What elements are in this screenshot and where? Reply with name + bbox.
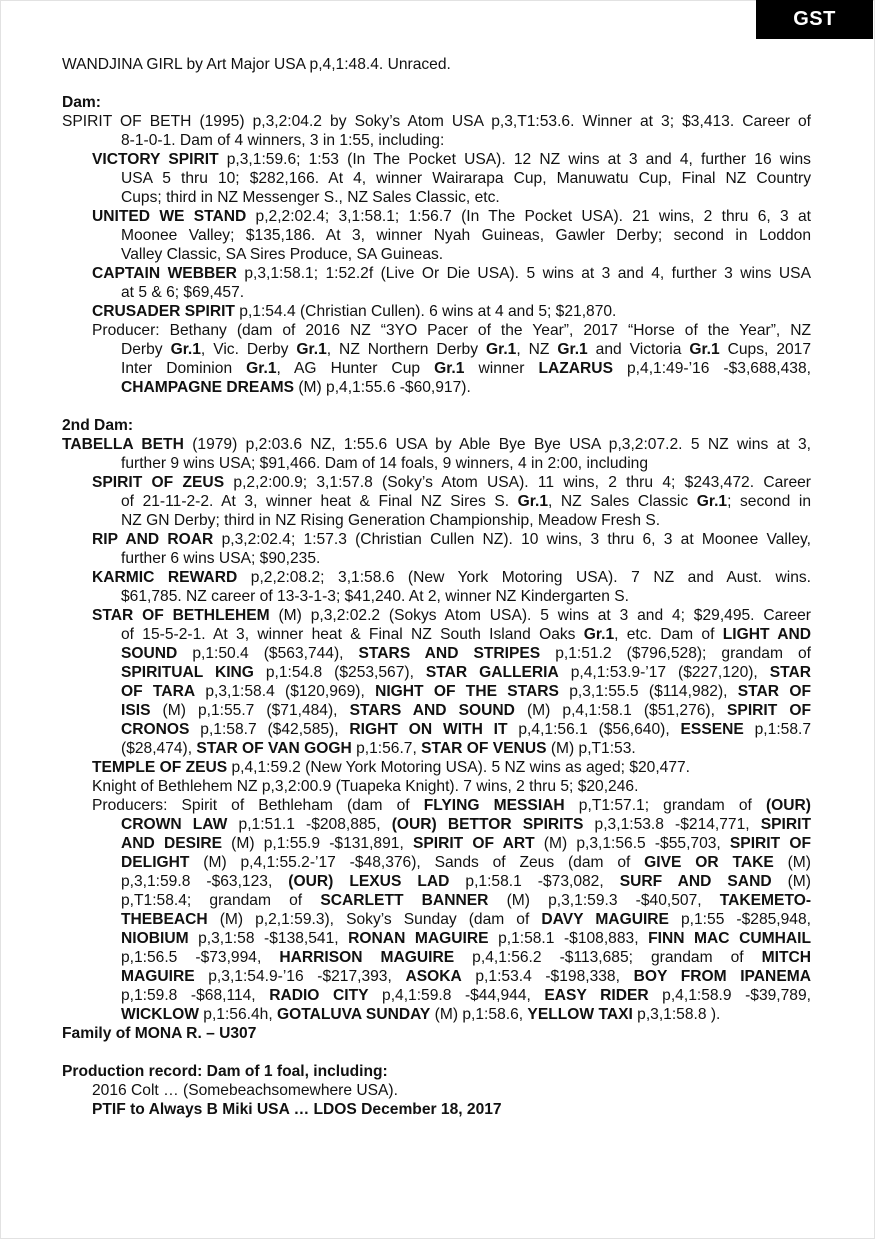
horse-name: HARRISON MAGUIRE [279, 949, 455, 966]
entry-line [121, 625, 811, 644]
horse-name: (OUR) [765, 797, 811, 814]
entry-line [92, 264, 811, 283]
entry-text: further 6 wins USA; $90,235. [121, 550, 321, 567]
entry-text: and Victoria [587, 341, 690, 358]
entry-text: p,3,1:58.8 ). [632, 1006, 721, 1023]
pedigree-sections [62, 93, 811, 1024]
entry-text: p,1:53.4 -$198,338, [461, 968, 634, 985]
entry-text: , NZ Sales Classic [548, 493, 697, 510]
horse-name: MAGUIRE [121, 968, 195, 985]
entry-text: p,2,2:08.2; 3,1:58.6 (New York Motoring USA). 7 NZ and Aust. wins. [237, 569, 811, 586]
horse-name: FINN MAC CUMHAIL [648, 930, 811, 947]
horse-name: STARS AND SOUND [349, 702, 515, 719]
entry-text: (M) p,3,1:59.3 -$40,507, [488, 892, 720, 909]
entry-line [121, 131, 811, 150]
entry-text: p,4,1:58.9 -$39,789, [648, 987, 811, 1004]
entry-line [92, 568, 811, 587]
horse-name: CROWN LAW [121, 816, 228, 833]
entry-text: p,4,1:53.9-’17 ($227,120), [558, 664, 770, 681]
horse-name: Gr.1 [434, 360, 465, 377]
horse-name: STAR OF [737, 683, 811, 700]
pedigree-entry [62, 473, 811, 530]
entry-text: p,1:59.8 -$68,114, [121, 987, 270, 1004]
entry-line [121, 910, 811, 929]
entry-text: p,1:56.4h, [198, 1006, 277, 1023]
entry-text: Cups; third in NZ Messenger S., NZ Sales Classic, etc. [121, 189, 500, 206]
entry-line [121, 967, 811, 986]
horse-name: Gr.1 [296, 341, 327, 358]
entry-text: (M) p,4,1:58.1 ($51,276), [514, 702, 728, 719]
entry-text: p,T1:57.1; grandam of [564, 797, 766, 814]
entry-text: SPIRIT OF BETH (1995) p,3,2:04.2 by Soky’s Atom USA p,3,T1:53.6. Winner at 3; $3,413. Career of [62, 113, 811, 130]
entry-text: , Vic. Derby [200, 341, 297, 358]
entry-text: Producers: Spirit of Bethleham (dam of [92, 797, 424, 814]
horse-name: SCARLETT BANNER [320, 892, 489, 909]
horse-name: DAVY MAGUIRE [541, 911, 669, 928]
horse-name: STAR OF VENUS [421, 740, 547, 757]
entry-text: (M) p,3,2:02.2 (Sokys Atom USA). 5 wins at 3 and 4; $29,495. Career [269, 607, 811, 624]
horse-name: (OUR) BETTOR SPIRITS [391, 816, 584, 833]
entry-line [92, 302, 811, 321]
section-heading: 2nd Dam: [62, 417, 134, 434]
entry-text: Moonee Valley; $135,186. At 3, winner Nyah Guineas, Gawler Derby; second in Loddon [121, 227, 811, 244]
entry-line [121, 682, 811, 701]
horse-name: (OUR) LEXUS LAD [288, 873, 450, 890]
pedigree-entry [62, 321, 811, 397]
entry-text: p,T1:58.4; grandam of [121, 892, 321, 909]
horse-name: ISIS [121, 702, 151, 719]
entry-line [92, 473, 811, 492]
horse-name: STARS AND STRIPES [358, 645, 541, 662]
entry-text: at 5 & 6; $69,457. [121, 284, 245, 301]
entry-line [62, 112, 811, 131]
pedigree-entry [62, 150, 811, 207]
horse-name: WICKLOW [121, 1006, 199, 1023]
entry-text: $61,785. NZ career of 13-3-1-3; $41,240. At 2, winner NZ Kindergarten S. [121, 588, 629, 605]
entry-line [92, 207, 811, 226]
horse-name: STAR GALLERIA [425, 664, 559, 681]
entry-text: p,3,1:55.5 ($114,982), [558, 683, 738, 700]
horse-name: FLYING MESSIAH [423, 797, 565, 814]
entry-text: p,2,2:02.4; 3,1:58.1; 1:56.7 (In The Pocket USA). 21 wins, 2 thru 6, 3 at [246, 208, 811, 225]
entry-text: p,1:55 -$285,948, [668, 911, 811, 928]
entry-line [121, 948, 811, 967]
horse-name: TEMPLE OF ZEUS [92, 759, 228, 776]
production-entries [62, 1081, 811, 1119]
entry-text: p,1:54.4 (Christian Cullen). 6 wins at 4 and 5; $21,870. [234, 303, 617, 320]
entry-text: Producer: Bethany (dam of 2016 NZ “3YO Pacer of the Year”, 2017 “Horse of the Year”, NZ [92, 322, 811, 339]
entry-line [62, 435, 811, 454]
horse-title-line: WANDJINA GIRL by Art Major USA p,4,1:48.4. Unraced. [62, 56, 451, 73]
entry-text: , NZ Northern Derby [326, 341, 486, 358]
entry-text: (M) p,2,1:59.3), Soky’s Sunday (dam of [207, 911, 542, 928]
gst-badge: GST [756, 0, 873, 39]
horse-name: Gr.1 [583, 626, 615, 643]
entry-text: p,1:54.8 ($253,567), [253, 664, 426, 681]
entry-line [92, 758, 811, 777]
horse-name: Gr.1 [246, 360, 277, 377]
entry-line [92, 530, 811, 549]
horse-name: SPIRIT OF ART [412, 835, 535, 852]
entry-line [92, 321, 811, 340]
entry-line [92, 796, 811, 815]
spacer [62, 74, 811, 93]
entry-text: further 9 wins USA; $91,466. Dam of 14 foals, 9 winners, 4 in 2:00, including [121, 455, 649, 472]
pedigree-entry [62, 777, 811, 796]
entry-line [121, 1005, 811, 1024]
pedigree-document [62, 55, 811, 1119]
entry-text: p,3,1:58 -$138,541, [188, 930, 349, 947]
horse-name: RONAN MAGUIRE [348, 930, 489, 947]
horse-name: SPIRIT OF [727, 702, 811, 719]
entry-text: (M) p,4,1:55.6 -$60,917). [293, 379, 471, 396]
pedigree-entry [62, 568, 811, 606]
spacer [62, 397, 811, 416]
entry-text: (M) p,1:58.6, [430, 1006, 528, 1023]
horse-name: NIOBIUM [121, 930, 189, 947]
production-entry: PTIF to Always B Miki USA … LDOS December 18, 2017 [92, 1101, 502, 1118]
horse-name: SPIRITUAL KING [121, 664, 254, 681]
entry-line [121, 169, 811, 188]
entry-line [121, 986, 811, 1005]
horse-name: RADIO CITY [269, 987, 369, 1004]
entry-text: p,4,1:56.1 ($56,640), [507, 721, 681, 738]
entry-line [121, 815, 811, 834]
entry-line [121, 701, 811, 720]
entry-text: p,3,1:59.6; 1:53 (In The Pocket USA). 12 NZ wins at 3 and 4, further 16 wins [218, 151, 811, 168]
entry-text: of 21-11-2-2. At 3, winner heat & Final NZ Sires S. [121, 493, 518, 510]
horse-name: SPIRIT [760, 816, 811, 833]
entry-line [121, 853, 811, 872]
horse-name: EASY RIDER [544, 987, 649, 1004]
entry-line [92, 606, 811, 625]
entry-line [121, 359, 811, 378]
entry-text: p,1:58.7 ($42,585), [189, 721, 350, 738]
pedigree-entry [62, 606, 811, 758]
entry-text: p,3,1:58.4 ($120,969), [195, 683, 376, 700]
horse-name: LAZARUS [538, 360, 613, 377]
horse-name: RIGHT ON WITH IT [349, 721, 508, 738]
horse-name: STAR [769, 664, 811, 681]
horse-name: Gr.1 [689, 341, 720, 358]
entry-text: (M) p,1:55.9 -$131,891, [222, 835, 413, 852]
entry-line [121, 549, 811, 568]
horse-name: DELIGHT [121, 854, 190, 871]
horse-name: SOUND [121, 645, 178, 662]
entry-text: p,4,1:56.2 -$113,685; grandam of [454, 949, 762, 966]
production-entry: 2016 Colt … (Somebeachsomewhere USA). [92, 1082, 398, 1099]
entry-text: NZ GN Derby; third in NZ Rising Generation Championship, Meadow Fresh S. [121, 512, 661, 529]
horse-name: ESSENE [680, 721, 744, 738]
entry-text: p,3,2:02.4; 1:57.3 (Christian Cullen NZ). 10 wins, 3 thru 6, 3 at Moonee Valley, [213, 531, 811, 548]
entry-line [121, 891, 811, 910]
horse-name: UNITED WE STAND [92, 208, 247, 225]
horse-name: OF TARA [121, 683, 196, 700]
horse-name: CRONOS [121, 721, 190, 738]
pedigree-entry [62, 796, 811, 1024]
entry-text: USA 5 thru 10; $282,166. At 4, winner Wairarapa Cup, Manuwatu Cup, Final NZ Country [121, 170, 811, 187]
family-line: Family of MONA R. – U307 [62, 1025, 257, 1042]
pedigree-entry [62, 530, 811, 568]
pedigree-entry [62, 435, 811, 473]
entry-line [121, 492, 811, 511]
horse-name: Gr.1 [485, 341, 517, 358]
entry-line [121, 454, 811, 473]
pedigree-entry [62, 207, 811, 264]
horse-name: SPIRIT OF ZEUS [92, 474, 225, 491]
entry-text: p,4,1:59.8 -$44,944, [368, 987, 545, 1004]
entry-line [92, 150, 811, 169]
entry-text: (M) [771, 873, 811, 890]
entry-line [121, 188, 811, 207]
entry-text: p,4,1:49-’16 -$3,688,438, [612, 360, 811, 377]
section-heading: Dam: [62, 94, 101, 111]
entry-text: (M) p,1:55.7 ($71,484), [150, 702, 350, 719]
entry-text: p,1:56.7, [351, 740, 422, 757]
entry-text: , NZ [516, 341, 558, 358]
entry-text: 8-1-0-1. Dam of 4 winners, 3 in 1:55, including: [121, 132, 445, 149]
production-heading: Production record: Dam of 1 foal, including: [62, 1063, 388, 1080]
entry-line [121, 834, 811, 853]
entry-text: (M) p,3,1:56.5 -$55,703, [534, 835, 730, 852]
entry-line [121, 378, 811, 397]
entry-text: p,1:56.5 -$73,994, [121, 949, 280, 966]
entry-text: , etc. Dam of [614, 626, 723, 643]
horse-name: MITCH [761, 949, 811, 966]
horse-name: BOY FROM IPANEMA [633, 968, 811, 985]
horse-name: Gr.1 [170, 341, 201, 358]
entry-line [121, 644, 811, 663]
entry-line [121, 929, 811, 948]
entry-text: p,3,1:59.8 -$63,123, [121, 873, 289, 890]
pedigree-entry [62, 264, 811, 302]
horse-name: AND DESIRE [121, 835, 222, 852]
horse-name: TABELLA BETH [62, 436, 184, 453]
horse-name: ASOKA [405, 968, 462, 985]
entry-line [121, 226, 811, 245]
horse-name: Gr.1 [696, 493, 728, 510]
entry-line [121, 739, 811, 758]
entry-text: p,1:58.1 -$108,883, [488, 930, 649, 947]
entry-text: , AG Hunter Cup [276, 360, 435, 377]
entry-line [121, 511, 811, 530]
horse-name: TAKEMETO- [719, 892, 812, 909]
entry-line [121, 340, 811, 359]
horse-name: RIP AND ROAR [92, 531, 214, 548]
horse-name: YELLOW TAXI [527, 1006, 633, 1023]
entry-text: p,3,1:58.1; 1:52.2f (Live Or Die USA). 5 wins at 3 and 4, further 3 wins USA [236, 265, 811, 282]
pedigree-entry [62, 112, 811, 150]
entry-line [121, 872, 811, 891]
entry-text: (1979) p,2:03.6 NZ, 1:55.6 USA by Able Bye Bye USA p,3,2:07.2. 5 NZ wins at 3, [183, 436, 811, 453]
entry-line [121, 720, 811, 739]
entry-text: of 15-5-2-1. At 3, winner heat & Final NZ South Island Oaks [121, 626, 584, 643]
entry-line [121, 283, 811, 302]
horse-name: CAPTAIN WEBBER [92, 265, 237, 282]
entry-text: Inter Dominion [121, 360, 247, 377]
entry-text: p,1:51.2 ($796,528); grandam of [540, 645, 811, 662]
horse-name: NIGHT OF THE STARS [375, 683, 559, 700]
entry-line [121, 245, 811, 264]
entry-text: Valley Classic, SA Sires Produce, SA Guineas. [121, 246, 444, 263]
horse-name: KARMIC REWARD [92, 569, 238, 586]
pedigree-entry [62, 302, 811, 321]
entry-text: Derby [121, 341, 171, 358]
entry-text: Knight of Bethlehem NZ p,3,2:00.9 (Tuapeka Knight). 7 wins, 2 thru 5; $20,246. [92, 778, 639, 795]
entry-text: p,3,1:54.9-’16 -$217,393, [194, 968, 406, 985]
entry-text: p,1:50.4 ($563,744), [177, 645, 359, 662]
entry-text: p,1:51.1 -$208,885, [227, 816, 392, 833]
entry-text: Cups, 2017 [719, 341, 812, 358]
entry-text: p,3,1:53.8 -$214,771, [583, 816, 761, 833]
horse-name: THEBEACH [121, 911, 208, 928]
horse-name: Gr.1 [557, 341, 588, 358]
entry-text: p,1:58.1 -$73,082, [449, 873, 620, 890]
horse-name: CRUSADER SPIRIT [92, 303, 235, 320]
entry-line [92, 777, 811, 796]
entry-text: ($28,474), [121, 740, 197, 757]
entry-text: ; second in [727, 493, 812, 510]
entry-line [121, 587, 811, 606]
horse-name: GIVE OR TAKE [644, 854, 774, 871]
entry-text: (M) [773, 854, 811, 871]
entry-text: winner [464, 360, 539, 377]
horse-name: STAR OF BETHLEHEM [92, 607, 270, 624]
horse-name: SURF AND SAND [619, 873, 772, 890]
horse-name: VICTORY SPIRIT [92, 151, 219, 168]
horse-name: Gr.1 [517, 493, 548, 510]
horse-name: CHAMPAGNE DREAMS [121, 379, 294, 396]
entry-line [121, 663, 811, 682]
horse-name: STAR OF VAN GOGH [196, 740, 352, 757]
pedigree-entry [62, 758, 811, 777]
horse-name: GOTALUVA SUNDAY [276, 1006, 431, 1023]
entry-text: (M) p,T1:53. [546, 740, 636, 757]
entry-text: p,4,1:59.2 (New York Motoring USA). 5 NZ wins as aged; $20,477. [227, 759, 691, 776]
horse-name: SPIRIT OF [729, 835, 811, 852]
horse-name: LIGHT AND [722, 626, 811, 643]
entry-text: p,2,2:00.9; 3,1:57.8 (Soky’s Atom USA). 11 wins, 2 thru 4; $243,472. Career [224, 474, 811, 491]
spacer [62, 1043, 811, 1062]
entry-text: p,1:58.7 [743, 721, 811, 738]
entry-text: (M) p,4,1:55.2-’17 -$48,376), Sands of Zeus (dam of [189, 854, 645, 871]
